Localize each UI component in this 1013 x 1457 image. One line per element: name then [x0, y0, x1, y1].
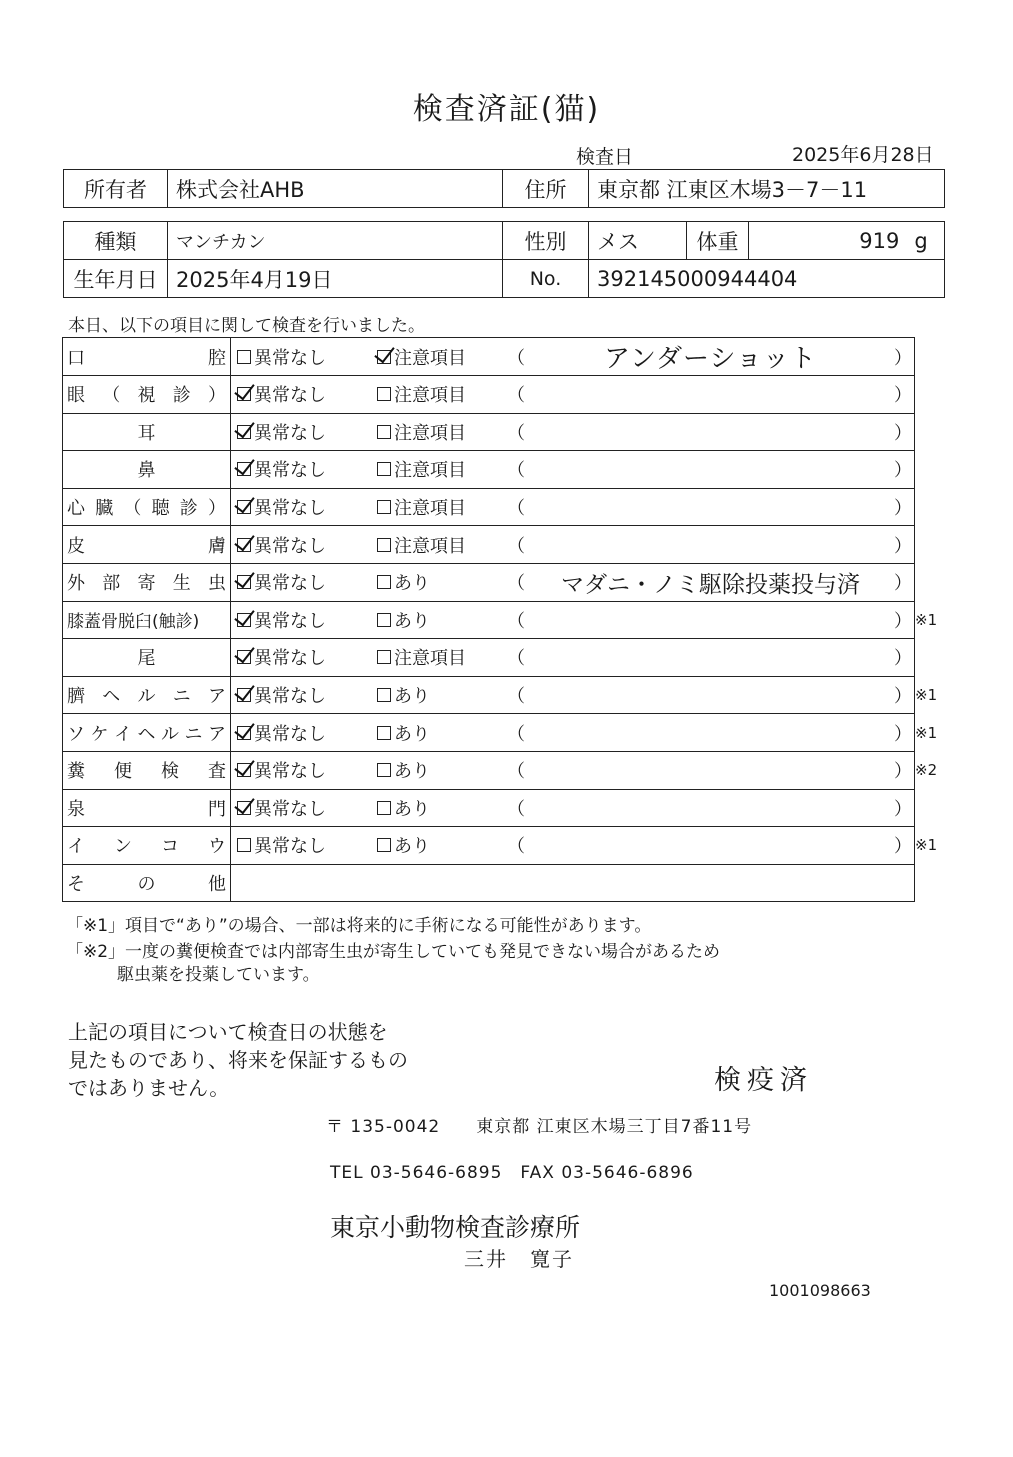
- exam-item-char: 膝蓋骨脱臼(触診): [67, 612, 200, 633]
- exam-row: [63, 488, 955, 526]
- close-paren: ）: [894, 610, 912, 632]
- disclaimer: [68, 1018, 408, 1102]
- exam-item-char: ）: [207, 498, 226, 520]
- exam-item-char: ケ: [90, 723, 109, 745]
- exam-result-cell: [231, 601, 915, 639]
- normal-option-label: 異常なし: [254, 761, 326, 783]
- normal-option-label: 異常なし: [254, 723, 326, 745]
- exam-item-char: イ: [67, 836, 85, 858]
- exam-item-label: [63, 714, 231, 752]
- close-paren: ）: [894, 385, 912, 407]
- exam-item-char: 診: [179, 498, 198, 520]
- exam-item-label: [63, 376, 231, 414]
- attention-option-label: 注意項目: [394, 422, 466, 444]
- exam-item-char: 腔: [208, 347, 226, 369]
- open-paren: （: [507, 422, 525, 444]
- exam-item-char: 部: [102, 573, 121, 595]
- exam-item-char: 膚: [208, 535, 226, 557]
- note-field: [505, 607, 914, 633]
- close-paren: ）: [894, 648, 912, 670]
- exam-item-char: 鼻: [137, 460, 156, 482]
- open-paren: （: [507, 723, 525, 745]
- attention-option[interactable]: [377, 381, 505, 407]
- exam-row: [63, 789, 955, 827]
- normal-option-label: 異常なし: [254, 347, 326, 369]
- exam-result-cell: [231, 563, 915, 601]
- footnote-mark: [915, 413, 955, 451]
- exam-item-char: 聴: [151, 498, 170, 520]
- attention-option[interactable]: [377, 456, 505, 482]
- pet-info-table: [63, 221, 945, 298]
- note-field: [505, 456, 914, 482]
- checkbox-icon[interactable]: [237, 650, 251, 664]
- checkbox-icon[interactable]: [377, 650, 391, 664]
- normal-option[interactable]: [231, 381, 377, 407]
- exam-item-char: ア: [208, 723, 226, 745]
- attention-option-label: 注意項目: [394, 385, 466, 407]
- exam-item-char: 心: [67, 498, 85, 520]
- attention-option-label: 注意項目: [394, 535, 466, 557]
- normal-option[interactable]: [231, 532, 377, 558]
- exam-row: [63, 676, 955, 714]
- normal-option[interactable]: [231, 456, 377, 482]
- attention-option[interactable]: [377, 832, 505, 858]
- exam-item-char: ウ: [208, 836, 226, 858]
- weight-label: 体重: [687, 222, 749, 260]
- address-value: 東京都 江東区木場3－7－11: [589, 170, 945, 208]
- normal-option-label: 異常なし: [254, 460, 326, 482]
- exam-result-cell: [231, 789, 915, 827]
- note-field: [505, 566, 914, 599]
- exam-item-char: そ: [67, 874, 85, 896]
- exam-row: [63, 526, 955, 564]
- checkbox-icon[interactable]: [377, 801, 391, 815]
- exam-item-label: [63, 413, 231, 451]
- note-field: [505, 832, 914, 858]
- open-paren: （: [507, 648, 525, 670]
- normal-option-label: 異常なし: [254, 422, 326, 444]
- checkbox-icon[interactable]: [237, 763, 251, 777]
- checkbox-icon[interactable]: [237, 575, 251, 589]
- exam-item-char: ヘ: [102, 686, 121, 708]
- note-field: [505, 532, 914, 558]
- exam-item-char: 門: [208, 798, 226, 820]
- exam-item-char: コ: [161, 836, 179, 858]
- exam-item-char: の: [137, 874, 156, 896]
- checkbox-icon[interactable]: [377, 613, 391, 627]
- footnote-mark: ※1: [915, 686, 938, 705]
- inspection-date-label: 検査日: [576, 146, 634, 168]
- attention-option[interactable]: [377, 532, 505, 558]
- normal-option[interactable]: [231, 720, 377, 746]
- exam-result-cell: [231, 676, 915, 714]
- attention-option-label: 注意項目: [394, 460, 466, 482]
- note-field: [505, 795, 914, 821]
- exam-row: [63, 751, 955, 789]
- exam-item-char: 皮: [67, 535, 85, 557]
- exam-item-label: [63, 526, 231, 564]
- footnote-mark: [915, 526, 955, 564]
- footnote-1: 「※1」項目で“あり”の場合、一部は将来的に手術になる可能性があります。: [66, 916, 652, 936]
- close-paren: ）: [894, 798, 912, 820]
- normal-option-label: 異常なし: [254, 498, 326, 520]
- close-paren: ）: [894, 686, 912, 708]
- normal-option-label: 異常なし: [254, 610, 326, 632]
- attention-option[interactable]: [377, 682, 505, 708]
- exam-item-char: 視: [137, 385, 156, 407]
- doctor-name: 三井 寛子: [464, 1247, 574, 1271]
- document-title: 検査済証(猫): [412, 92, 601, 127]
- exam-item-label: [63, 338, 231, 376]
- footnote-mark: [915, 338, 955, 376]
- close-paren: ）: [894, 460, 912, 482]
- exam-item-char: ニ: [184, 723, 203, 745]
- exam-result-cell: [231, 451, 915, 489]
- birthdate-value: 2025年4月19日: [168, 260, 503, 298]
- exam-item-label: [63, 827, 231, 865]
- attention-option[interactable]: [377, 720, 505, 746]
- note-field: [505, 682, 914, 708]
- exam-item-char: 糞: [67, 761, 85, 783]
- owner-table: [63, 169, 945, 208]
- close-paren: ）: [894, 535, 912, 557]
- attention-option-label: あり: [394, 761, 430, 783]
- footnote-mark: ※1: [915, 723, 938, 742]
- attention-option[interactable]: [377, 344, 505, 370]
- footnote-mark: [915, 639, 955, 677]
- breed-label: 種類: [64, 222, 168, 260]
- breed-value: マンチカン: [168, 222, 503, 260]
- disclaimer-line: 見たものであり、将来を保証するもの: [68, 1048, 408, 1072]
- clinic-address: 〒 135-0042 東京都 江東区木場三丁目7番11号: [326, 1117, 753, 1137]
- note-field: [505, 381, 914, 407]
- checkbox-icon[interactable]: [377, 462, 391, 476]
- attention-option[interactable]: [377, 757, 505, 783]
- attention-option-label: あり: [394, 610, 430, 632]
- checkbox-icon[interactable]: [377, 387, 391, 401]
- close-paren: ）: [894, 347, 912, 369]
- attention-option-label: 注意項目: [394, 648, 466, 670]
- normal-option[interactable]: [231, 569, 377, 595]
- attention-option-label: 注意項目: [394, 347, 466, 369]
- owner-label: 所有者: [64, 170, 168, 208]
- exam-item-char: イ: [114, 723, 132, 745]
- normal-option[interactable]: [231, 757, 377, 783]
- checkbox-icon[interactable]: [377, 688, 391, 702]
- checkbox-icon[interactable]: [237, 613, 251, 627]
- exam-item-char: （: [102, 385, 121, 407]
- checkbox-icon[interactable]: [377, 500, 391, 514]
- normal-option[interactable]: [231, 795, 377, 821]
- normal-option[interactable]: [231, 682, 377, 708]
- normal-option-label: 異常なし: [254, 686, 326, 708]
- attention-option[interactable]: [377, 494, 505, 520]
- exam-row: [63, 601, 955, 639]
- exam-result-cell: [231, 488, 915, 526]
- close-paren: ）: [894, 836, 912, 858]
- exam-item-char: 虫: [208, 573, 226, 595]
- exam-item-char: （: [123, 498, 142, 520]
- number-label: No.: [503, 260, 589, 298]
- exam-item-char: ニ: [172, 686, 191, 708]
- checkbox-icon[interactable]: [237, 387, 251, 401]
- checkbox-icon[interactable]: [237, 500, 251, 514]
- exam-item-char: 外: [67, 573, 85, 595]
- exam-item-char: 眼: [67, 385, 85, 407]
- checkbox-icon[interactable]: [237, 838, 251, 852]
- normal-option[interactable]: [231, 607, 377, 633]
- exam-item-char: 診: [172, 385, 191, 407]
- checkbox-icon[interactable]: [237, 350, 251, 364]
- open-paren: （: [507, 460, 525, 482]
- attention-option[interactable]: [377, 644, 505, 670]
- exam-result-cell: [231, 714, 915, 752]
- checkbox-icon[interactable]: [377, 726, 391, 740]
- note-field: [505, 494, 914, 520]
- close-paren: ）: [894, 761, 912, 783]
- exam-item-char: 耳: [137, 422, 156, 444]
- sex-value: メス: [589, 222, 687, 260]
- normal-option[interactable]: [231, 832, 377, 858]
- exam-result-cell: [231, 751, 915, 789]
- exam-item-char: 泉: [67, 798, 85, 820]
- checkbox-icon[interactable]: [377, 538, 391, 552]
- exam-item-char: 検: [161, 761, 179, 783]
- footnote-mark: [915, 563, 955, 601]
- exam-result-cell: [231, 413, 915, 451]
- exam-row: [63, 827, 955, 865]
- normal-option[interactable]: [231, 419, 377, 445]
- exam-item-char: 生: [172, 573, 191, 595]
- attention-option[interactable]: [377, 419, 505, 445]
- exam-row: [63, 639, 955, 677]
- checkbox-icon[interactable]: [237, 688, 251, 702]
- normal-option-label: 異常なし: [254, 648, 326, 670]
- note-field: [505, 757, 914, 783]
- normal-option-label: 異常なし: [254, 573, 326, 595]
- weight-cell: [749, 222, 945, 260]
- normal-option[interactable]: [231, 494, 377, 520]
- number-value: 392145000944404: [589, 260, 945, 298]
- exam-row: [63, 376, 955, 414]
- exam-result-cell: [231, 338, 915, 376]
- exam-row-other: [63, 864, 955, 902]
- open-paren: （: [507, 686, 525, 708]
- exam-result-cell: [231, 526, 915, 564]
- footnote-mark: [915, 451, 955, 489]
- exam-item-char: ヘ: [137, 723, 156, 745]
- exam-result-cell: [231, 376, 915, 414]
- exam-item-label: [63, 488, 231, 526]
- attention-option[interactable]: [377, 569, 505, 595]
- checkbox-icon[interactable]: [237, 726, 251, 740]
- attention-option-label: あり: [394, 723, 430, 745]
- exam-item-char: 臍: [67, 686, 85, 708]
- exam-item-char: 尾: [137, 648, 156, 670]
- footnote-mark: ※2: [915, 761, 938, 780]
- normal-option[interactable]: [231, 644, 377, 670]
- open-paren: （: [507, 347, 525, 369]
- intro-text: 本日、以下の項目に関して検査を行いました。: [68, 316, 425, 336]
- exam-result-cell: [231, 639, 915, 677]
- checkbox-icon[interactable]: [377, 350, 391, 364]
- exam-item-label: [63, 639, 231, 677]
- attention-option-label: あり: [394, 836, 430, 858]
- footnote-mark: [915, 376, 955, 414]
- exam-item-label: [63, 751, 231, 789]
- weight-value: 919: [859, 228, 900, 253]
- close-paren: ）: [894, 422, 912, 444]
- close-paren: ）: [894, 723, 912, 745]
- attention-option-label: あり: [394, 573, 430, 595]
- exam-item-char: 他: [208, 874, 226, 896]
- note-field: [505, 644, 914, 670]
- open-paren: （: [507, 385, 525, 407]
- footnote-mark: [915, 789, 955, 827]
- close-paren: ）: [894, 573, 912, 595]
- clinic-tel-fax: TEL 03-5646-6895 FAX 03-5646-6896: [330, 1163, 694, 1183]
- open-paren: （: [507, 535, 525, 557]
- note-field: [505, 419, 914, 445]
- open-paren: （: [507, 836, 525, 858]
- sex-label: 性別: [503, 222, 589, 260]
- exam-item-label: [63, 789, 231, 827]
- exam-row: [63, 338, 955, 376]
- open-paren: （: [507, 798, 525, 820]
- open-paren: （: [507, 761, 525, 783]
- exam-item-char: 便: [114, 761, 132, 783]
- exam-row: [63, 451, 955, 489]
- birthdate-label: 生年月日: [64, 260, 168, 298]
- attention-option[interactable]: [377, 607, 505, 633]
- exam-item-char: ）: [208, 385, 226, 407]
- footnote-mark: ※1: [915, 610, 938, 629]
- exam-item-char: 査: [208, 761, 226, 783]
- note-field: [505, 720, 914, 746]
- exam-item-label: [63, 676, 231, 714]
- exam-item-char: ル: [161, 723, 179, 745]
- normal-option-label: 異常なし: [254, 798, 326, 820]
- checkbox-icon[interactable]: [237, 801, 251, 815]
- inspection-date-value: 2025年6月28日: [792, 144, 934, 166]
- checkbox-icon[interactable]: [377, 763, 391, 777]
- exam-item-label: [63, 563, 231, 601]
- exam-row: [63, 413, 955, 451]
- other-notes-field: [231, 864, 915, 902]
- note-field: [505, 338, 914, 375]
- attention-option-label: 注意項目: [394, 498, 466, 520]
- attention-option[interactable]: [377, 795, 505, 821]
- checkbox-icon[interactable]: [237, 462, 251, 476]
- checkbox-icon[interactable]: [377, 575, 391, 589]
- address-label: 住所: [503, 170, 589, 208]
- normal-option-label: 異常なし: [254, 535, 326, 557]
- footnote-2: 「※2」一度の糞便検査では内部寄生虫が寄生していても発見できない場合があるため: [66, 942, 721, 962]
- normal-option-label: 異常なし: [254, 836, 326, 858]
- normal-option-label: 異常なし: [254, 385, 326, 407]
- exam-row: [63, 714, 955, 752]
- exam-item-char: ン: [114, 836, 132, 858]
- weight-unit: g: [914, 228, 928, 253]
- checkbox-icon[interactable]: [237, 425, 251, 439]
- attention-option-label: あり: [394, 798, 430, 820]
- exam-table: [62, 337, 955, 902]
- checkbox-icon[interactable]: [377, 425, 391, 439]
- footnote-mark: [915, 864, 955, 902]
- exam-item-char: ソ: [67, 723, 85, 745]
- document-code: 1001098663: [769, 1281, 871, 1300]
- close-paren: ）: [894, 498, 912, 520]
- disclaimer-line: ではありません。: [68, 1076, 230, 1100]
- exam-item-char: 寄: [137, 573, 156, 595]
- exam-item-label: [63, 864, 231, 902]
- exam-item-char: 臓: [95, 498, 114, 520]
- owner-value: 株式会社AHB: [168, 170, 503, 208]
- note-text: アンダーショット: [604, 344, 817, 374]
- exam-item-char: ア: [208, 686, 226, 708]
- disclaimer-line: 上記の項目について検査日の状態を: [68, 1020, 388, 1044]
- footnote-mark: [915, 488, 955, 526]
- checkbox-icon[interactable]: [377, 838, 391, 852]
- checkbox-icon[interactable]: [237, 538, 251, 552]
- exam-item-label: [63, 451, 231, 489]
- exam-row: [63, 563, 955, 601]
- normal-option[interactable]: [231, 344, 377, 370]
- open-paren: （: [507, 573, 525, 595]
- attention-option-label: あり: [394, 686, 430, 708]
- footnote-2-cont: 駆虫薬を投薬しています。: [117, 965, 320, 985]
- exam-item-char: 口: [67, 347, 85, 369]
- exam-result-cell: [231, 827, 915, 865]
- note-text: マダニ・ノミ駆除投薬投与済: [561, 571, 860, 598]
- quarantine-stamp: 検疫済: [714, 1065, 813, 1096]
- clinic-name: 東京小動物検査診療所: [330, 1213, 581, 1242]
- open-paren: （: [507, 498, 525, 520]
- open-paren: （: [507, 610, 525, 632]
- exam-item-char: ル: [137, 686, 156, 708]
- exam-item-label: [63, 601, 231, 639]
- footnote-mark: ※1: [915, 836, 938, 855]
